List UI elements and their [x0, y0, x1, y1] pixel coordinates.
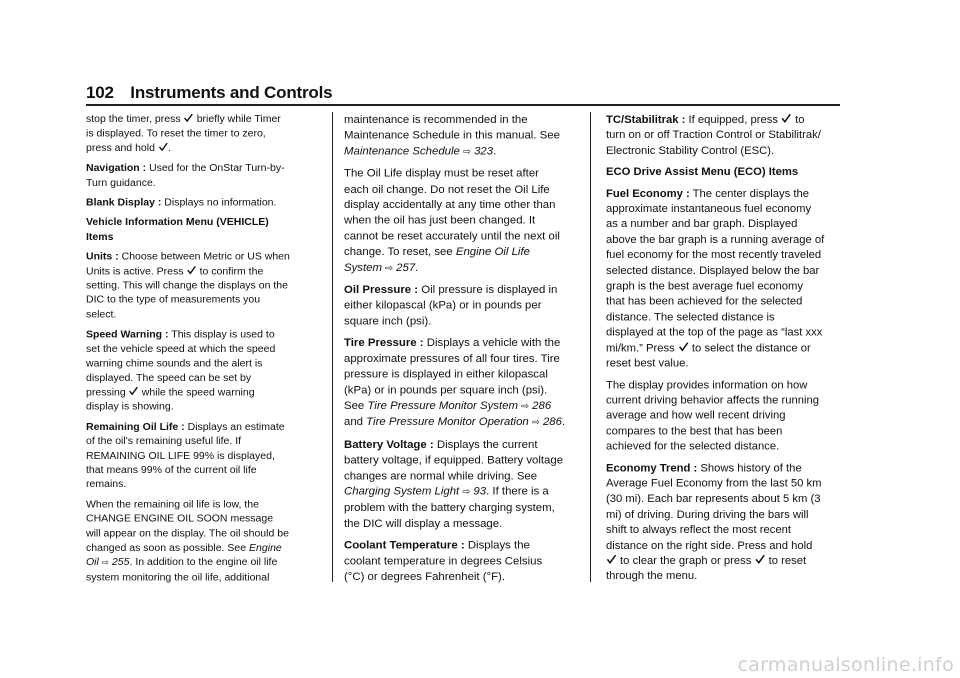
text: stop the timer, press [86, 112, 181, 125]
page-arrow-icon: ⇨ [385, 263, 393, 274]
checkmark-icon [755, 554, 766, 565]
term-tc-stabilitrak: TC/Stabilitrak : [606, 112, 686, 126]
paragraph [344, 335, 565, 431]
paragraph [86, 497, 290, 584]
text: while the speed warning display is showing. [86, 385, 255, 413]
term-fuel-economy: Fuel Economy : [606, 186, 690, 200]
paragraph [606, 112, 824, 158]
text: Used for the OnStar Turn-by-Turn guidance. [86, 161, 285, 188]
reference-link[interactable]: Engine Oil Life System [344, 244, 530, 274]
term-battery-voltage: Battery Voltage : [344, 437, 434, 451]
paragraph [86, 419, 290, 491]
term-remaining-oil-life: Remaining Oil Life : [86, 420, 185, 433]
text: Displays a vehicle with the approximate pressures of all four tires. Tire pressure is displayed in either kilopascal (kPa) or in pounds per square inch (psi). See [344, 335, 561, 412]
page-arrow-icon: ⇨ [101, 558, 110, 568]
text: Oil pressure is displayed in either kilopascal (kPa) or in pounds per square inch (psi). [344, 283, 558, 328]
paragraph [344, 282, 565, 329]
text: Displays the coolant temperature in degrees Celsius (°C) or degrees Fahrenheit (°F). [344, 538, 543, 583]
term-oil-pressure: Oil Pressure : [344, 283, 419, 296]
text: to turn on or off Traction Control or Stabilitrak/ Electronic Stability Control (ESC). [606, 112, 821, 157]
reference-link[interactable]: Tire Pressure Monitor System [367, 398, 518, 412]
reference-page[interactable]: 286 [542, 415, 562, 428]
section-title: Instruments and Controls [130, 83, 333, 102]
text: briefly while Timer is displayed. To reset the timer to zero, press and hold [86, 112, 281, 154]
paragraph [606, 186, 824, 372]
page-arrow-icon: ⇨ [521, 401, 529, 412]
term-economy-trend: Economy Trend : [606, 461, 698, 474]
paragraph [86, 250, 290, 322]
reference-link[interactable]: Charging System Light [344, 484, 460, 498]
term-navigation: Navigation : [86, 161, 147, 174]
reference-page[interactable]: 286 [532, 398, 552, 412]
reference-page[interactable]: 323 [474, 144, 494, 157]
checkmark-icon [781, 113, 792, 124]
heading-vehicle-information-menu: Vehicle Information Menu (VEHICLE) Items [86, 215, 269, 243]
page-header [86, 83, 332, 103]
paragraph [86, 215, 290, 244]
checkmark-icon [606, 554, 617, 565]
paragraph [606, 377, 824, 454]
paragraph [344, 537, 565, 584]
paragraph [606, 460, 824, 584]
reference-page[interactable]: 93 [473, 484, 487, 498]
text: . [561, 415, 566, 428]
text: Displays the current battery voltage, if equipped. Battery voltage changes are normal while driving. See [344, 437, 564, 482]
page-number: 102 [86, 83, 114, 102]
paragraph [606, 164, 824, 179]
text: to select the distance or reset best value. [606, 341, 811, 370]
text: Displays no information. [164, 196, 277, 208]
text: to clear the graph or press [620, 553, 752, 567]
heading-eco-drive-assist-menu: ECO Drive Assist Menu (ECO) Items [606, 165, 799, 178]
reference-link[interactable]: Maintenance Schedule [344, 144, 460, 157]
text: Displays an estimate of the oil's remaining useful life. If REMAINING OIL LIFE 99% is displayed, that means 99% of the current oil life remains. [86, 420, 285, 490]
text: The Oil Life display must be reset after each oil change. Do not reset the Oil Life display accidentally at any time other than when the oil has just been changed. It cannot be reset accurately until the next oil change. To reset, see [344, 166, 560, 258]
text: and [344, 415, 364, 428]
reference-link[interactable]: Engine Oil [86, 541, 282, 568]
page-arrow-icon: ⇨ [531, 417, 540, 428]
text: This display is used to set the vehicle speed at which the speed warning chime sounds and the alert is displayed. The speed can be set by pressing [86, 328, 276, 398]
text: . In addition to the engine oil life system monitoring the oil life, additional [86, 555, 278, 583]
column-divider [332, 112, 333, 582]
text: . [415, 260, 419, 274]
term-speed-warning: Speed Warning : [86, 328, 169, 340]
term-blank-display: Blank Display : [86, 196, 162, 208]
column-3 [606, 112, 824, 590]
paragraph [344, 112, 565, 160]
paragraph [86, 161, 290, 190]
text: If equipped, press [688, 112, 778, 126]
checkmark-icon [158, 142, 168, 152]
text: The center displays the approximate instantaneous fuel economy as a number and bar graph. Displayed above the bar graph is a running average of fuel economy for the most recently traveled selected distance. Displayed below the bar graph is the best average fuel economy that has been achieved for the selected distance. The selected distance is displayed at the top of the page as “last xxx mi/km.” Press [606, 186, 825, 354]
checkmark-icon [129, 386, 139, 396]
text: Choose between Metric or US when Units is active. Press [86, 250, 290, 277]
text: The display provides information on how current driving behavior affects the running average and how well recent driving compares to the best that has been achieved for the selected distance. [606, 377, 820, 453]
term-units: Units : [86, 250, 119, 263]
watermark: carmanualsonline.info [737, 654, 954, 676]
text: to reset through the menu. [606, 553, 807, 582]
paragraph [344, 166, 565, 276]
text: Shows history of the Average Fuel Economy from the last 50 km (30 mi). Each bar represents about 5 km (3 mi) of driving. During driving the bars will shift to always reflect the most recent distance on the right side. Press and hold [606, 461, 822, 551]
checkmark-icon [678, 341, 689, 352]
text: to confirm the setting. This will change the displays on the DIC to the type of measurements you select. [86, 264, 288, 320]
text: . [168, 141, 172, 154]
paragraph [86, 112, 290, 155]
term-tire-pressure: Tire Pressure : [344, 335, 424, 349]
header-rule [86, 104, 840, 106]
paragraph [344, 437, 565, 532]
checkmark-icon [184, 113, 194, 123]
term-coolant-temperature: Coolant Temperature : [344, 538, 465, 552]
reference-page[interactable]: 257 [396, 260, 416, 274]
column-divider [590, 112, 591, 582]
column-2 [344, 112, 565, 590]
reference-page[interactable]: 255 [111, 555, 130, 568]
text: When the remaining oil life is low, the CHANGE ENGINE OIL SOON message will appear on the display. The oil should be changed as soon as possible. See [86, 497, 289, 554]
paragraph [86, 327, 290, 414]
text: . If there is a problem with the battery charging system, the DIC will display a message. [344, 484, 555, 530]
column-1 [86, 112, 290, 590]
text: . [493, 144, 497, 157]
checkmark-icon [186, 265, 196, 275]
page-arrow-icon: ⇨ [462, 487, 471, 498]
reference-link[interactable]: Tire Pressure Monitor Operation [366, 415, 529, 428]
page-arrow-icon: ⇨ [463, 146, 471, 157]
paragraph [86, 195, 290, 209]
text: maintenance is recommended in the Maintenance Schedule in this manual. See [344, 112, 560, 142]
